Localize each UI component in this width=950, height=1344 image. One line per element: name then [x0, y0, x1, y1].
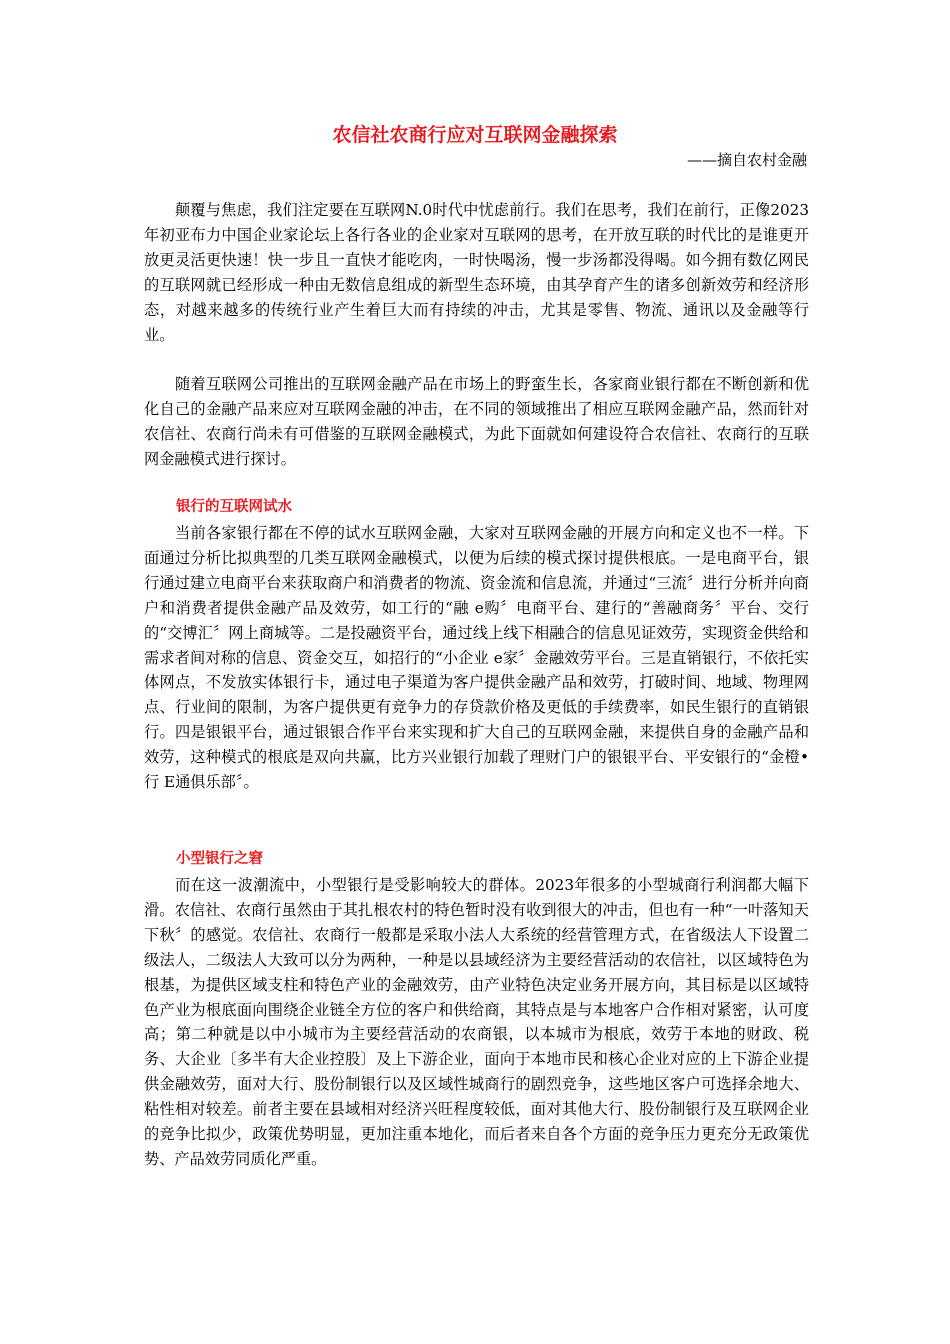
section-heading-internet-trial: 银行的互联网试水 — [176, 499, 292, 515]
document-source: ——摘自农村金融 — [686, 151, 807, 169]
intro-paragraph-2: 随着互联网公司推出的互联网金融产品在市场上的野蛮生长，各家商业银行都在不断创新和优化自己的金融产品来应对互联网金融的冲击，在不同的领域推出了相应互联网金融产品，然而针对农信社、农商行尚未有可借鉴的互联网金融模式，为此下面就如何建设符合农信社、农商行的互联网金融模式进行探讨。 — [144, 375, 809, 468]
section-paragraph-internet-trial: 当前各家银行都在不停的试水互联网金融，大家对互联网金融的开展方向和定义也不一样。下面通过分析比拟典型的几类互联网金融模式，以便为后续的模式探讨提供根底。一是电商平台，银行通过建立电商平台来获取商户和消费者的物流、资金流和信息流，并通过“三流〞进行分析并向商户和消费者提供金融产品及效劳，如工行的“融 e购〞电商平台、建行的“善融商务〞平台、交行的“交博汇〞网上商城等。二是投融资平台，通过线上线下相融合的信息见证效劳，实现资金供给和需求者间对称的信息、资金交互，如招行的“小企业 e家〞金融效劳平台。三是直销银行，不依托实体网点，不发放实体银行卡，通过电子渠道为客户提供金融产品和效劳，打破时间、地域、物理网点、行业间的限制，为客户提供更有竞争力的存贷款价格及更低的手续费率，如民生银行的直销银行。四是银银平台，通过银银合作平台来实现和扩大自己的互联网金融，来提供自身的金融产品和效劳，这种模式的根底是双向共赢，比方兴业银行加载了理财门户的银银平台、平安银行的“金橙•行 E通俱乐部〞。 — [144, 524, 809, 792]
intro-paragraph-1: 颠覆与焦虑，我们注定要在互联网N.0时代中忧虑前行。我们在思考，我们在前行，正像2023年初亚布力中国企业家论坛上各行各业的企业家对互联网的思考，在开放互联的时代比的是谁更开放更灵活更快速！快一步且一直快才能吃肉，一时快喝汤，慢一步汤都没得喝。如今拥有数亿网民的互联网就已经形成一种由无数信息组成的新型生态环境，由其孕育产生的诸多创新效劳和经济形态，对越来越多的传统行业产生着巨大而有持续的冲击，尤其是零售、物流、通讯以及金融等行业。 — [144, 201, 809, 344]
document-title: 农信社农商行应对互联网金融探索 — [332, 124, 618, 146]
section-heading-small-bank: 小型银行之窘 — [176, 851, 263, 867]
section-paragraph-small-bank: 而在这一波潮流中，小型银行是受影响较大的群体。2023年很多的小型城商行利润都大幅下滑。农信社、农商行虽然由于其扎根农村的特色暂时没有收到很大的冲击，但也有一种“一叶落知天下秋〞的感觉。农信社、农商行一般都是采取小法人大系统的经营管理方式，在省级法人下设置二级法人，二级法人大致可以分为两种，一种是以县域经济为主要经营活动的农信社，以区域特色为根基，为提供区域支柱和特色产业的金融效劳，由产业特色决定业务开展方向，其目标是以区域特色产业为根底面向围绕企业链全方位的客户和供给商，其特点是与本地客户合作相对紧密，认可度高；第二种就是以中小城市为主要经营活动的农商银，以本城市为根底，效劳于本地的财政、税务、大企业〔多半有大企业控股〕及上下游企业，面向于本地市民和核心企业对应的上下游企业提供金融效劳，面对大行、股份制银行以及区域性城商行的剧烈竞争，这些地区客户可选择余地大、粘性相对较差。前者主要在县域相对经济兴旺程度较低，面对其他大行、股份制银行及互联网企业的竞争比拟少，政策优势明显，更加注重本地化，而后者来自各个方面的竞争压力更充分无政策优势、产品效劳同质化严重。 — [144, 876, 809, 1168]
